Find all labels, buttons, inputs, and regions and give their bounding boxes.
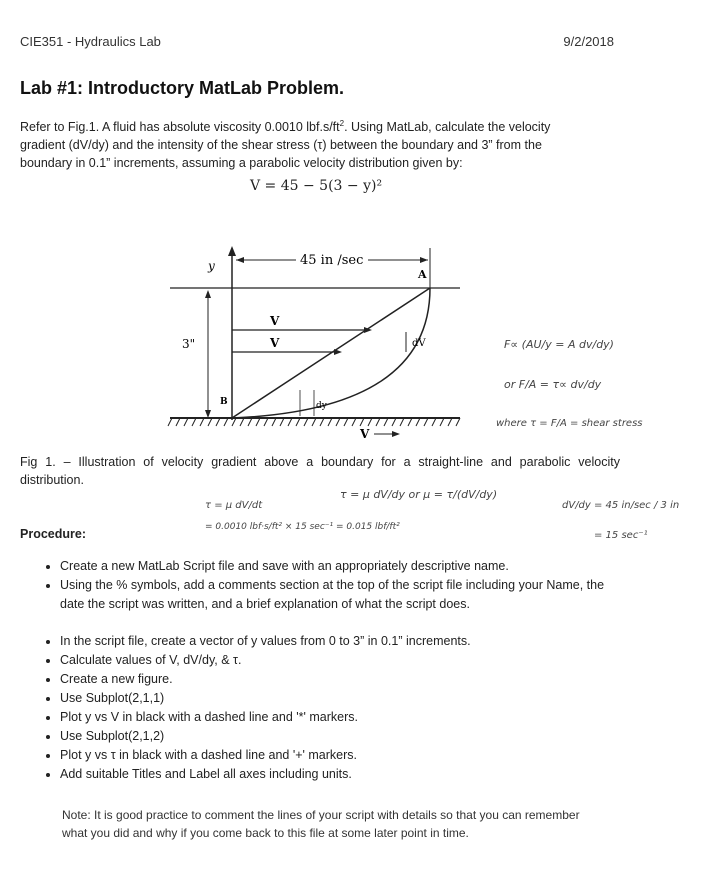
point-a-label: A bbox=[418, 268, 427, 281]
hw-gradient: dV/dy = 45 in/sec / 3 in bbox=[562, 500, 680, 511]
procedure-label: Procedure: bbox=[20, 527, 86, 541]
list-item: • Add suitable Titles and Label all axes including units. bbox=[60, 765, 580, 784]
procedure-steps-1 bbox=[40, 557, 620, 614]
height-label: 3" bbox=[182, 337, 196, 351]
velocity-label: 45 in /sec bbox=[300, 253, 364, 268]
velocity-arrowhead-left bbox=[236, 257, 244, 263]
intro-paragraph bbox=[20, 115, 580, 172]
height-arrow-top bbox=[205, 290, 211, 298]
velocity-arrowhead-2 bbox=[334, 349, 342, 355]
hw-gradient-result: = 15 sec⁻¹ bbox=[594, 530, 648, 541]
intro-part-2: . Using MatLab, calculate the velocity gradient (dV/dy) and the intensity of the shear stress (τ) between the boundary and 3” from the boundary in 0.1” increments, assuming a parabolic velocity distribution given by: bbox=[20, 120, 551, 171]
hw-tau-calc: τ = μ dV/dt bbox=[205, 500, 263, 511]
list-item: • Using the % symbols, add a comments section at the top of the script file including your Name, the date the script was written, and a brief explanation of what the script does. bbox=[60, 576, 620, 614]
figure-caption: Fig 1. – Illustration of velocity gradient above a boundary for a straight-line and parabolic velocity distribution. bbox=[20, 455, 620, 487]
list-item: • Use Subplot(2,1,1) bbox=[60, 689, 580, 708]
page-title: Lab #1: Introductory MatLab Problem. bbox=[20, 78, 345, 98]
v-label-2: V bbox=[270, 336, 280, 350]
point-b-label: B bbox=[220, 397, 228, 407]
list-item: • Create a new figure. bbox=[60, 670, 580, 689]
list-item: • Calculate values of V, dV/dy, & τ. bbox=[60, 651, 580, 670]
dv-label: dV bbox=[412, 338, 426, 349]
hw-or-line: or F/A = τ∝ dv/dy bbox=[504, 378, 602, 391]
list-item: • Plot y vs V in black with a dashed line and '*' markers. bbox=[60, 708, 580, 727]
intro-part-1: Refer to Fig.1. A fluid has absolute viscosity 0.0010 lbf.s/ft bbox=[20, 120, 340, 135]
flow-arrowhead bbox=[392, 431, 400, 437]
boundary-hatching bbox=[168, 418, 460, 426]
hw-calc-values: = 0.0010 lbf·s/ft² × 15 sec⁻¹ = 0.015 lbf/ft² bbox=[205, 522, 400, 532]
velocity-arrowhead-right bbox=[420, 257, 428, 263]
dy-label: dy bbox=[316, 401, 327, 411]
intro-superscript: 2 bbox=[339, 119, 345, 128]
list-item: • Create a new MatLab Script file and save with an appropriately descriptive name. bbox=[60, 557, 620, 576]
hw-force-eq: F∝ (AU/y = A dv/dy) bbox=[504, 338, 614, 351]
course-header: CIE351 - Hydraulics Lab bbox=[20, 34, 161, 49]
date-header: 9/2/2018 bbox=[563, 34, 614, 49]
v-label-1: V bbox=[270, 314, 280, 328]
list-item: • Plot y vs τ in black with a dashed line and '+' markers. bbox=[60, 746, 580, 765]
hw-where-line: where τ = F/A = shear stress bbox=[496, 418, 643, 429]
flow-label: V bbox=[360, 427, 370, 440]
velocity-figure bbox=[160, 240, 480, 440]
procedure-steps-2 bbox=[40, 632, 580, 784]
note-paragraph: Note: It is good practice to comment the lines of your script with details so that you can remember what you did and why if you come back to this file at some later point in time. bbox=[62, 808, 580, 840]
straight-line-profile bbox=[232, 288, 430, 418]
list-item: • In the script file, create a vector of y values from 0 to 3” in 0.1” increments. bbox=[60, 632, 580, 651]
height-arrow-bottom bbox=[205, 410, 211, 418]
y-axis-label: y bbox=[208, 259, 215, 273]
y-axis-arrow bbox=[228, 246, 236, 256]
velocity-equation: V = 45 − 5(3 − y)² bbox=[250, 178, 383, 194]
hw-tau-mu: τ = μ dV/dy or μ = τ/(dV/dy) bbox=[340, 488, 498, 501]
list-item: • Use Subplot(2,1,2) bbox=[60, 727, 580, 746]
